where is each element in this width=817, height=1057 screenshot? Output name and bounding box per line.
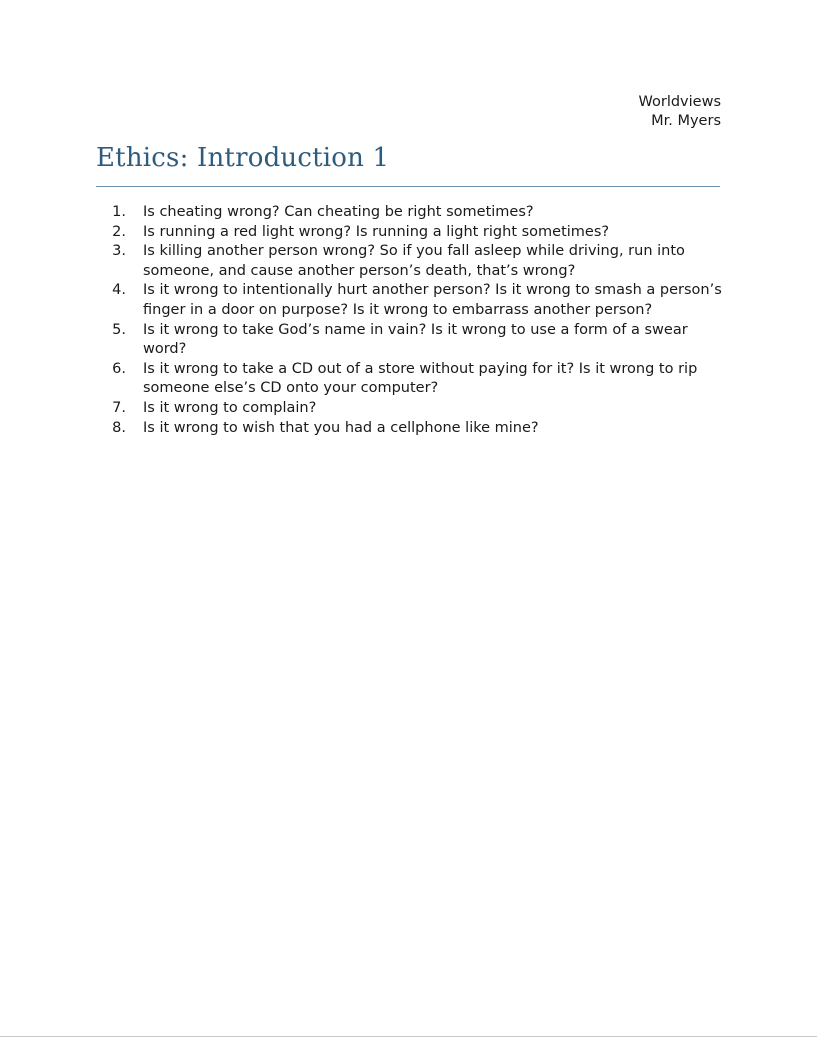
list-item bbox=[96, 360, 724, 399]
list-item bbox=[96, 321, 724, 360]
list-item bbox=[96, 281, 724, 320]
list-item-text: Is it wrong to wish that you had a cellphone like mine? bbox=[143, 419, 539, 436]
list-item-number: 3. bbox=[112, 243, 126, 260]
question-list bbox=[96, 203, 724, 438]
list-item bbox=[96, 223, 724, 243]
list-item-number: 8. bbox=[112, 419, 126, 436]
list-item-number: 6. bbox=[112, 360, 126, 377]
header-instructor: Mr. Myers bbox=[651, 113, 721, 129]
list-item-number: 1. bbox=[112, 204, 126, 220]
list-item-text: Is it wrong to take a CD out of a store without paying for it? Is it wrong to rip someone else’s CD onto your computer? bbox=[143, 360, 698, 397]
list-item bbox=[96, 399, 724, 419]
list-item-number: 7. bbox=[112, 399, 126, 416]
list-item bbox=[96, 203, 724, 223]
list-item bbox=[96, 419, 724, 439]
list-item bbox=[96, 242, 724, 281]
list-item-text: Is it wrong to take God’s name in vain? Is it wrong to use a form of a swear word? bbox=[143, 321, 688, 358]
list-item-text: Is it wrong to complain? bbox=[143, 399, 317, 416]
header-course: Worldviews bbox=[638, 94, 721, 110]
list-item-text: Is it wrong to intentionally hurt another person? Is it wrong to smash a person’s finger in a door on purpose? Is it wrong to embarrass another person? bbox=[143, 282, 722, 318]
document-header bbox=[639, 93, 722, 131]
list-item-number: 2. bbox=[112, 223, 126, 240]
list-item-number: 5. bbox=[112, 321, 126, 338]
list-item-text: Is running a red light wrong? Is running a light right sometimes? bbox=[143, 223, 610, 240]
footer-divider bbox=[0, 1036, 817, 1037]
title-divider bbox=[96, 186, 720, 187]
list-item-text: Is killing another person wrong? So if you fall asleep while driving, run into someone, and cause another person’s death, that’s wrong? bbox=[143, 243, 685, 279]
page-title: Ethics: Introduction 1 bbox=[96, 143, 390, 173]
list-item-number: 4. bbox=[112, 282, 126, 299]
list-item-text: Is cheating wrong? Can cheating be right sometimes? bbox=[143, 204, 534, 220]
